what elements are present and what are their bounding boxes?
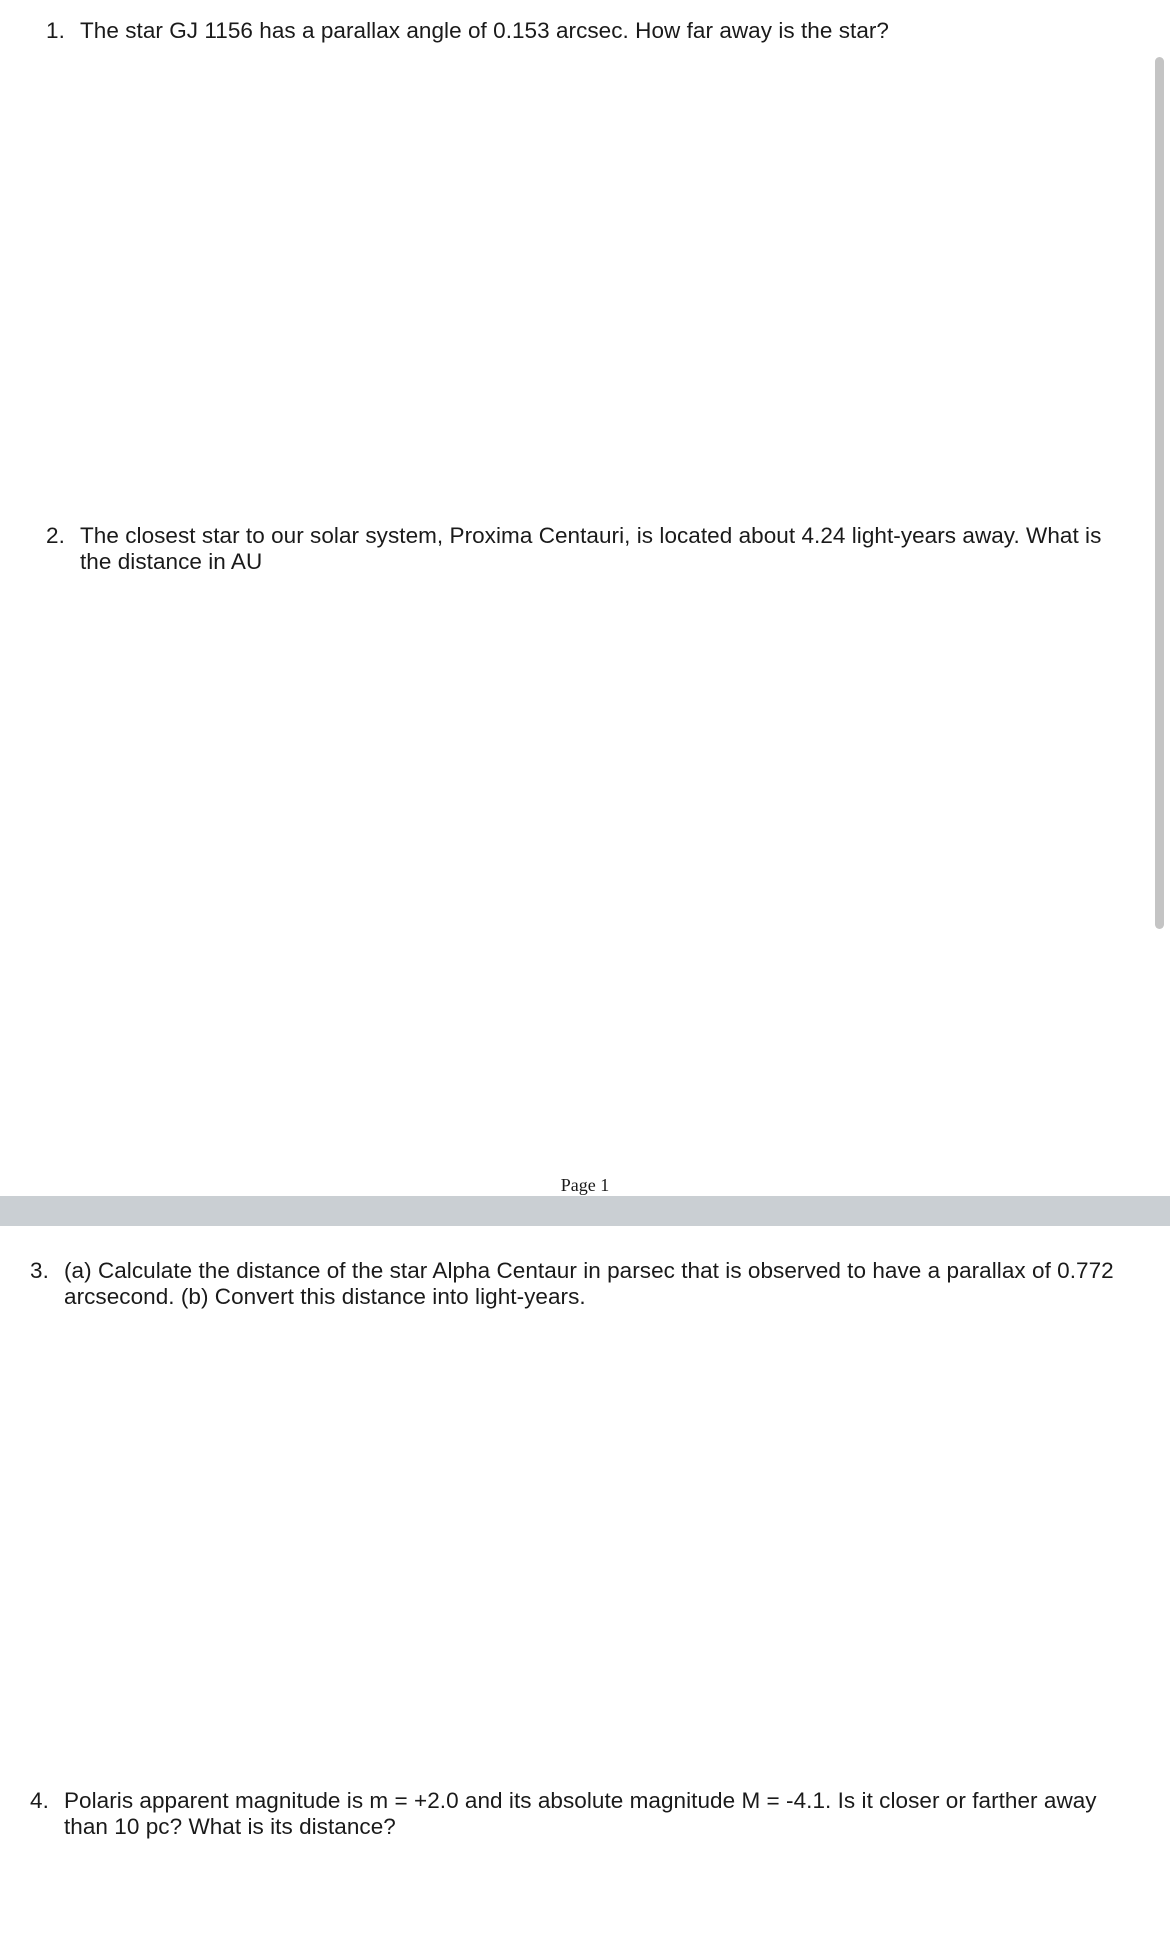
question-4-number: 4. (30, 1788, 49, 1813)
page-separator (0, 1196, 1170, 1226)
question-1 (46, 18, 1126, 44)
question-3 (30, 1258, 1140, 1310)
vertical-scrollbar[interactable] (1148, 0, 1170, 1943)
question-4 (30, 1788, 1140, 1840)
question-2 (46, 523, 1126, 575)
question-2-number: 2. (46, 523, 65, 548)
question-2-text: The closest star to our solar system, Proxima Centauri, is located about 4.24 light-years away. What is the distance in AU (80, 523, 1102, 574)
question-1-number: 1. (46, 18, 65, 43)
question-3-number: 3. (30, 1258, 49, 1283)
question-1-text: The star GJ 1156 has a parallax angle of 0.153 arcsec. How far away is the star? (80, 18, 890, 43)
question-3-text: (a) Calculate the distance of the star Alpha Centaur in parsec that is observed to have a parallax of 0.772 arcsecond. (b) Convert this distance into light-years. (64, 1258, 1114, 1309)
scrollbar-thumb[interactable] (1155, 57, 1164, 929)
page-number-footer: Page 1 (560, 1175, 610, 1195)
question-4-text: Polaris apparent magnitude is m = +2.0 and its absolute magnitude M = -4.1. Is it closer or farther away than 10 pc? What is its distance? (64, 1788, 1097, 1839)
